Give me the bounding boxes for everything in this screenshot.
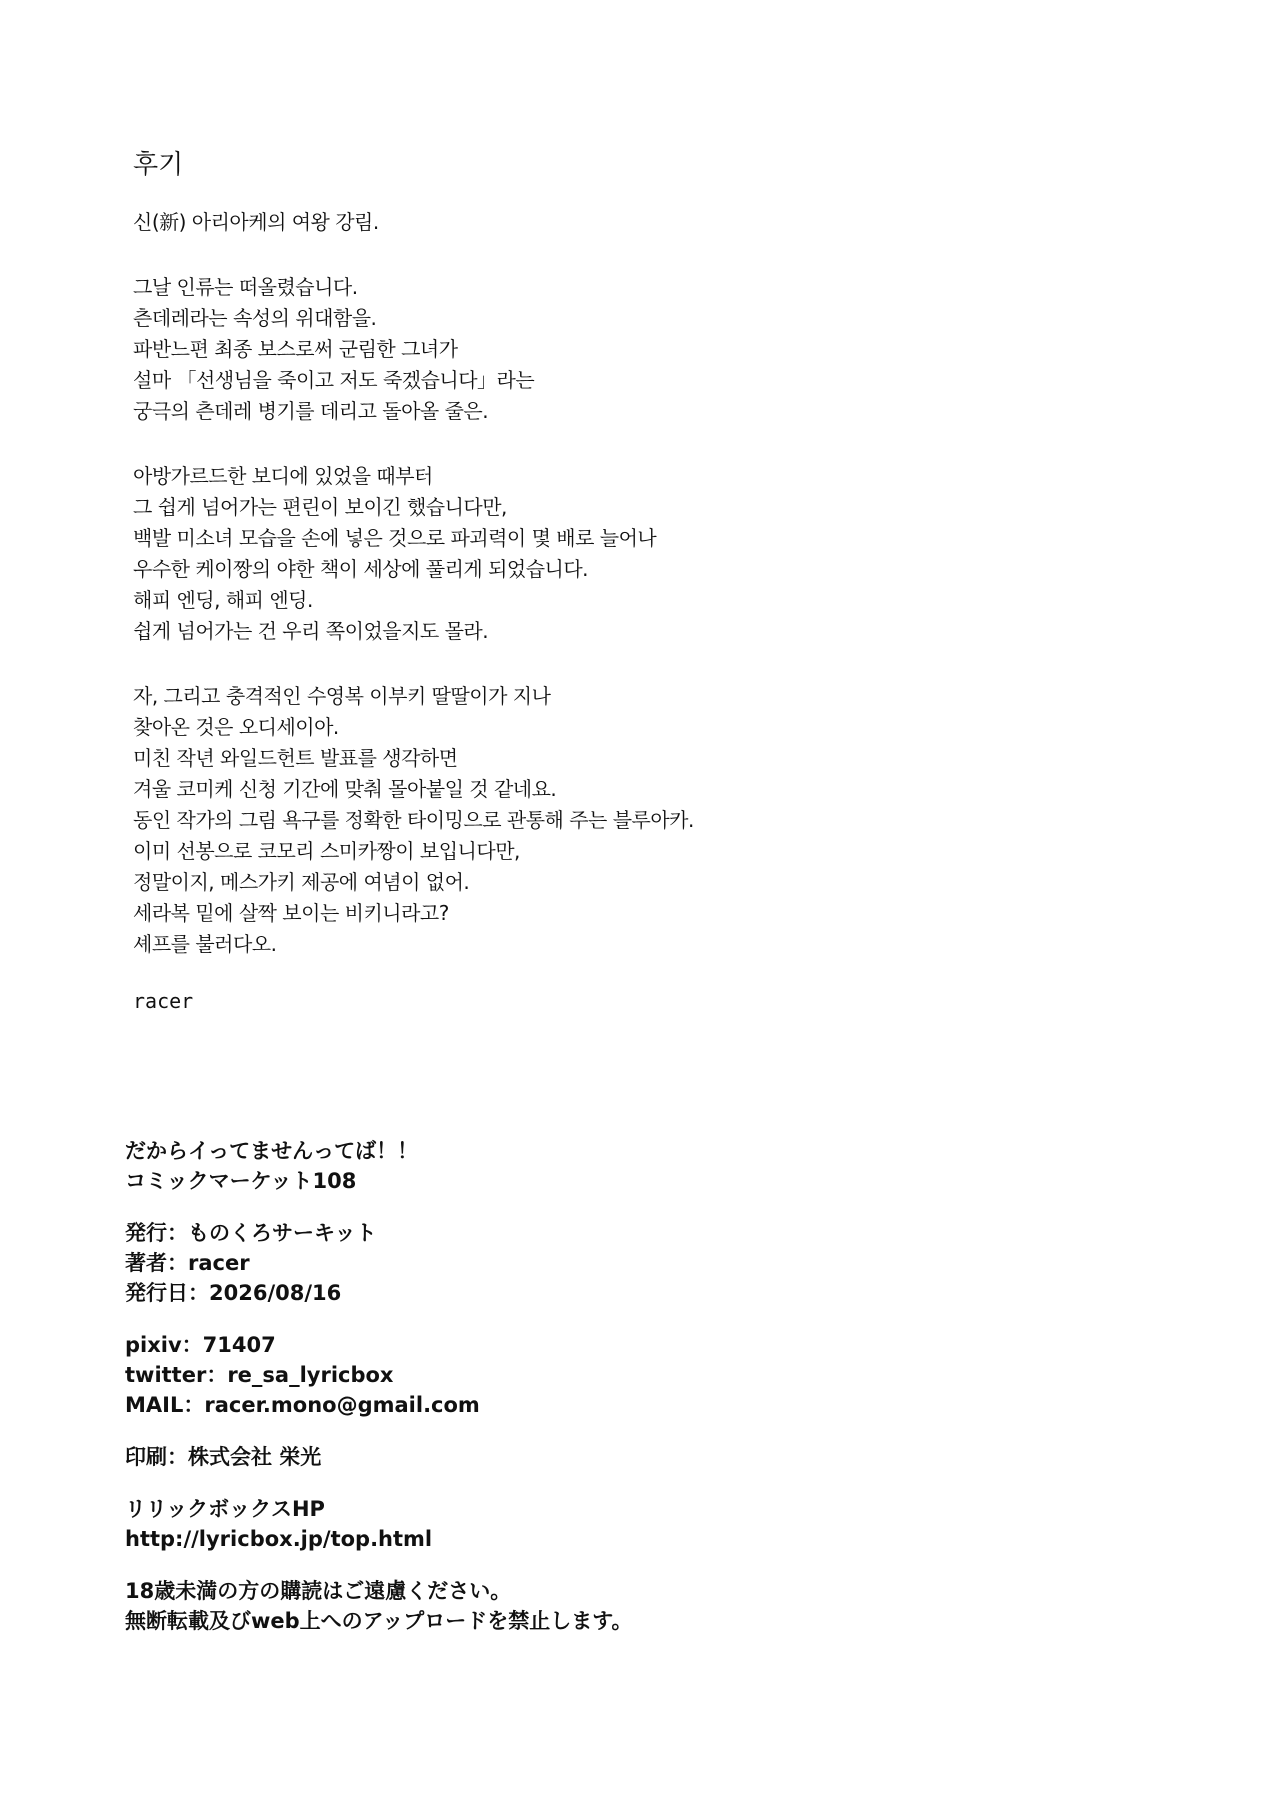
colophon-line: twitter：re_sa_lyricbox [125,1363,394,1387]
afterword-line: 동인 작가의 그림 욕구를 정확한 타이밍으로 관통해 주는 블루아카. [133,808,694,832]
afterword-line: 설마 「선생님을 죽이고 저도 죽겠습니다」라는 [133,368,535,392]
afterword-line: 쉽게 넘어가는 건 우리 쪽이었을지도 몰라. [133,619,489,643]
afterword-line: 츤데레라는 속성의 위대함을. [133,306,377,330]
afterword-line: 아방가르드한 보디에 있었을 때부터 [133,464,433,488]
colophon-line: http://lyricbox.jp/top.html [125,1527,433,1551]
colophon-line: 著者：racer [125,1251,250,1275]
colophon-line: だからイってませんってば！！ [125,1139,419,1163]
afterword-line: 세라복 밑에 살짝 보이는 비키니라고? [133,901,449,925]
afterword-line: 정말이지, 메스가키 제공에 여념이 없어. [133,870,470,894]
afterword-line: 우수한 케이짱의 야한 책이 세상에 풀리게 되었습니다. [133,557,589,581]
afterword-paragraph [133,681,1133,960]
afterword-paragraph [133,461,1133,647]
afterword-line: 해피 엔딩, 해피 엔딩. [133,588,313,612]
colophon-line: 印刷：株式会社 栄光 [125,1445,322,1469]
afterword-section [133,145,1133,1016]
afterword-line: 미친 작년 와일드헌트 발표를 생각하면 [133,746,458,770]
afterword-line: 백발 미소녀 모습을 손에 넣은 것으로 파괴력이 몇 배로 늘어나 [133,526,657,550]
afterword-signature: racer [133,989,194,1013]
colophon-block [125,1136,1225,1196]
colophon-block [125,1330,1225,1420]
afterword-line: 그 쉽게 넘어가는 편린이 보이긴 했습니다만, [133,495,507,519]
afterword-title: 후기 [133,150,184,180]
colophon-line: リリックボックスHP [125,1497,325,1521]
afterword-line: 궁극의 츤데레 병기를 데리고 돌아올 줄은. [133,399,489,423]
afterword-line: 찾아온 것은 오디세이아. [133,715,339,739]
colophon-section [125,1136,1225,1658]
afterword-line: 파반느편 최종 보스로써 군림한 그녀가 [133,337,458,361]
afterword-paragraph [133,272,1133,427]
colophon-block [125,1494,1225,1554]
afterword-line: 이미 선봉으로 코모리 스미카짱이 보입니다만, [133,839,520,863]
colophon-block [125,1218,1225,1308]
colophon-line: 発行日：2026/08/16 [125,1281,342,1305]
colophon-line: 発行：ものくろサーキット [125,1221,377,1245]
colophon-line: pixiv：71407 [125,1333,276,1357]
colophon-body [125,1136,1225,1636]
colophon-line: 無断転載及びweb上へのアップロードを禁止します。 [125,1609,633,1633]
afterword-line: 겨울 코미케 신청 기간에 맞춰 몰아붙일 것 같네요. [133,777,557,801]
afterword-line: 신(新) 아리아케의 여왕 강림. [133,210,379,234]
afterword-line: 셰프를 불러다오. [133,932,277,956]
afterword-line: 그날 인류는 떠올렸습니다. [133,275,358,299]
afterword-paragraph [133,207,1133,238]
afterword-line: 자, 그리고 충격적인 수영복 이부키 딸딸이가 지나 [133,684,551,708]
colophon-block [125,1442,1225,1472]
colophon-block [125,1576,1225,1636]
colophon-line: コミックマーケット108 [125,1169,357,1193]
colophon-line: MAIL：racer.mono@gmail.com [125,1393,480,1417]
afterword-body [133,207,1133,960]
colophon-line: 18歳未満の方の購読はご遠慮ください。 [125,1579,512,1603]
